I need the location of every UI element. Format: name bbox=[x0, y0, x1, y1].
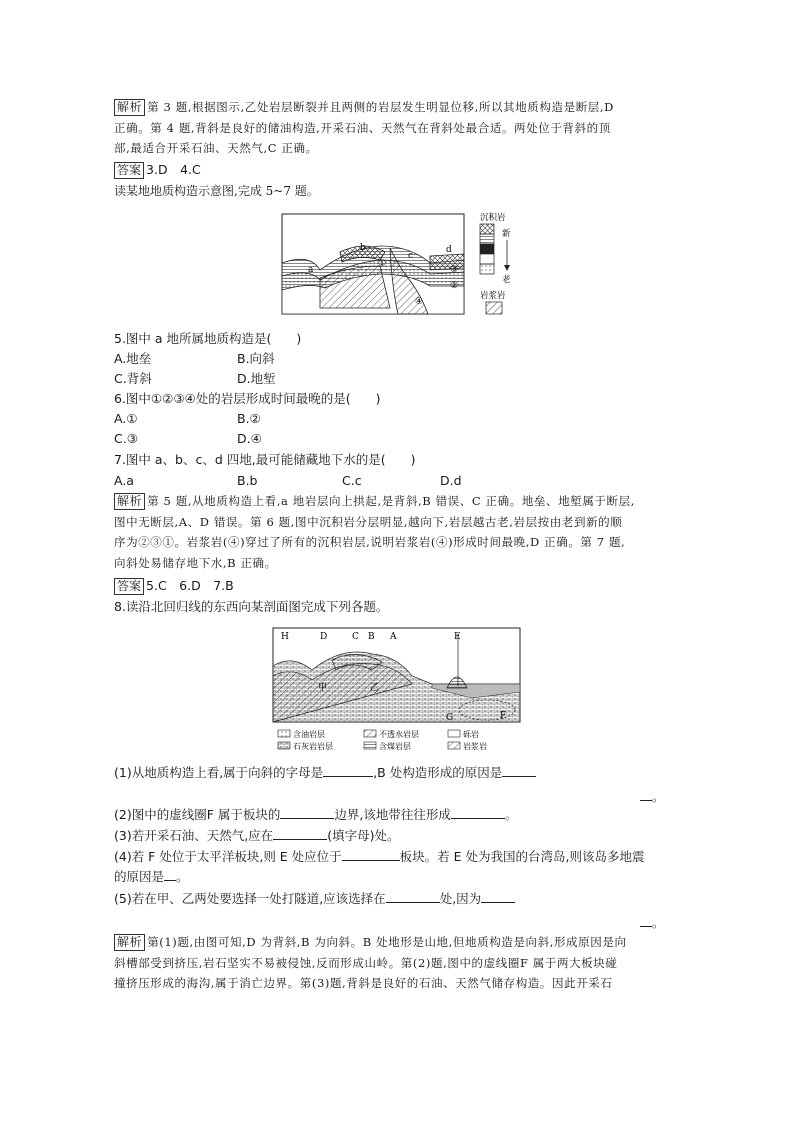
option[interactable]: B.向斜 bbox=[237, 351, 275, 366]
answer-row-1 bbox=[114, 161, 201, 179]
option[interactable]: D.d bbox=[440, 473, 462, 488]
q8-text: 。 bbox=[176, 869, 189, 884]
tropic-cross-section-figure bbox=[272, 626, 522, 754]
analysis-tag: 解析 bbox=[114, 934, 145, 951]
blank-input[interactable] bbox=[451, 805, 505, 819]
blank-input[interactable] bbox=[502, 763, 536, 777]
analysis-line: 第 5 题,从地质构造上看,a 地岩层向上拱起,是背斜,B 错误、C 正确。地垒、地堑属于断层, bbox=[147, 494, 635, 508]
question-5-stem: 5.图中 a 地所属地质构造是( ) bbox=[114, 331, 302, 346]
q8-text: 。 bbox=[652, 789, 665, 804]
analysis-line: 撞挤压形成的海沟,属于消亡边界。第(3)题,背斜是良好的石油、天然气储存构造。因此开采石 bbox=[114, 976, 613, 990]
intro-5-7: 读某地地质构造示意图,完成 5~7 题。 bbox=[114, 184, 319, 198]
label-a: a bbox=[308, 265, 314, 275]
geologic-structure-figure bbox=[280, 208, 526, 320]
blank-input[interactable] bbox=[640, 913, 652, 927]
blank-input[interactable] bbox=[481, 889, 515, 903]
analysis-line: 序为②③①。岩浆岩(④)穿过了所有的沉积岩层,说明岩浆岩(④)形成时间最晚,D 正确。第 7 题, bbox=[114, 535, 626, 549]
q8-text: 板块。若 E 处为我国的台湾岛,则该岛多地震 bbox=[399, 849, 645, 864]
legend-magma-2: 岩浆岩 bbox=[463, 742, 487, 751]
label-H: H bbox=[281, 632, 289, 642]
label-D: D bbox=[320, 632, 328, 642]
q8-part3 bbox=[114, 826, 399, 845]
option[interactable]: B.② bbox=[237, 411, 261, 426]
label-G: G bbox=[446, 713, 454, 723]
q8-part2 bbox=[114, 805, 517, 824]
label-b: b bbox=[360, 243, 366, 253]
analysis-block-3 bbox=[114, 932, 680, 994]
option[interactable]: A.地垒 bbox=[114, 351, 152, 366]
blank-input[interactable] bbox=[164, 867, 176, 881]
label-yi: 乙 bbox=[370, 683, 380, 693]
option[interactable]: A.a bbox=[114, 473, 134, 488]
blank-input[interactable] bbox=[640, 787, 652, 801]
question-8-stem: 8.读沿北回归线的东西向某剖面图完成下列各题。 bbox=[114, 599, 389, 614]
analysis-line: 斜槽部受到挤压,岩石坚实不易被侵蚀,反而形成山岭。第(2)题,图中的虚线圈F 属于两大板块碰 bbox=[114, 955, 618, 970]
label-n2: ② bbox=[450, 281, 459, 291]
option[interactable]: A.① bbox=[114, 411, 138, 426]
option[interactable]: C.背斜 bbox=[114, 371, 152, 386]
analysis-block-2 bbox=[114, 491, 680, 573]
blank-input[interactable] bbox=[386, 889, 440, 903]
q8-text: 的原因是 bbox=[114, 869, 165, 884]
legend-magma: 岩浆岩 bbox=[480, 291, 506, 301]
label-c: c bbox=[408, 251, 414, 261]
q8-part1-end bbox=[640, 787, 665, 805]
q8-text: (2)图中的虚线圈F 属于板块的 bbox=[114, 807, 281, 822]
answer-tag: 答案 bbox=[114, 162, 144, 179]
label-C: C bbox=[352, 632, 359, 642]
legend-coal: 含煤岩层 bbox=[379, 742, 411, 751]
q8-text: 。 bbox=[504, 807, 518, 822]
q8-part5 bbox=[114, 889, 515, 908]
question-7-stem: 7.图中 a、b、c、d 四地,最可能储藏地下水的是( ) bbox=[114, 452, 416, 467]
legend-new: 新 bbox=[502, 229, 511, 239]
blank-input[interactable] bbox=[323, 763, 373, 777]
q8-text: (填字母)处。 bbox=[327, 828, 400, 843]
option[interactable]: C.③ bbox=[114, 431, 138, 446]
label-E: E bbox=[454, 632, 461, 642]
q8-text: (5)若在甲、乙两处要选择一处打隧道,应该选择在 bbox=[114, 891, 386, 906]
legend-gravel: 砾岩 bbox=[463, 730, 479, 739]
label-A: A bbox=[390, 632, 397, 642]
analysis-tag: 解析 bbox=[114, 99, 145, 116]
label-F: F bbox=[500, 711, 507, 721]
legend-oil: 含油岩层 bbox=[293, 730, 325, 739]
legend-impermeable: 不透水岩层 bbox=[379, 730, 419, 739]
q8-text: 边界,该地带往往形成 bbox=[334, 807, 451, 822]
option[interactable]: D.地堑 bbox=[237, 371, 276, 386]
analysis-line: 部,最适合开采石油、天然气,C 正确。 bbox=[114, 141, 318, 155]
analysis-line: 第(1)题,由图可知,D 为背斜,B 为向斜。B 处地形是山地,但地质构造是向斜,形成原因是向 bbox=[147, 935, 627, 949]
option[interactable]: B.b bbox=[237, 473, 258, 488]
label-d: d bbox=[446, 245, 452, 255]
blank-input[interactable] bbox=[273, 826, 327, 840]
q8-text: ,B 处构造形成的原因是 bbox=[373, 765, 503, 780]
label-jia: 甲 bbox=[318, 683, 328, 693]
question-6-stem: 6.图中①②③④处的岩层形成时间最晚的是( ) bbox=[114, 391, 381, 406]
analysis-line: 图中无断层,A、D 错误。第 6 题,图中沉积岩分层明显,越向下,岩层越古老,岩层按由老到新的顺 bbox=[114, 514, 623, 529]
label-B: B bbox=[368, 632, 375, 642]
q8-part4 bbox=[114, 847, 645, 866]
blank-input[interactable] bbox=[342, 847, 400, 861]
analysis-block-1 bbox=[114, 97, 680, 159]
answer-tag: 答案 bbox=[114, 578, 144, 595]
q8-text: (4)若 F 处位于太平洋板块,则 E 处应位于 bbox=[114, 849, 342, 864]
label-n3: ③ bbox=[450, 265, 459, 275]
q8-part5-end bbox=[640, 913, 665, 931]
q8-text: (1)从地质构造上看,属于向斜的字母是 bbox=[114, 765, 324, 780]
analysis-line: 第 3 题,根据图示,乙处岩层断裂并且两侧的岩层发生明显位移,所以其地质构造是断层,D bbox=[147, 100, 614, 114]
label-n1: ① bbox=[378, 259, 387, 269]
blank-input[interactable] bbox=[280, 805, 334, 819]
q8-part4-cont bbox=[114, 867, 189, 886]
q8-text: 。 bbox=[652, 915, 665, 930]
legend-limestone: 石灰岩岩层 bbox=[293, 742, 333, 751]
answer-row-2 bbox=[114, 577, 234, 595]
q8-text: 处,因为 bbox=[439, 891, 482, 906]
analysis-tag: 解析 bbox=[114, 493, 145, 510]
answer-text: 3.D 4.C bbox=[146, 162, 201, 177]
legend-sed: 沉积岩 bbox=[480, 213, 506, 223]
legend-old: 老 bbox=[502, 275, 511, 285]
analysis-line: 正确。第 4 题,背斜是良好的储油构造,开采石油、天然气在背斜处最合适。两处位于背斜的顶 bbox=[114, 120, 611, 135]
q8-part1 bbox=[114, 763, 536, 782]
q8-text: (3)若开采石油、天然气,应在 bbox=[114, 828, 274, 843]
label-n4: ④ bbox=[415, 297, 424, 307]
option[interactable]: C.c bbox=[342, 473, 362, 488]
answer-text: 5.C 6.D 7.B bbox=[146, 578, 234, 593]
option[interactable]: D.④ bbox=[237, 431, 262, 446]
analysis-line: 向斜处易储存地下水,B 正确。 bbox=[114, 555, 277, 570]
